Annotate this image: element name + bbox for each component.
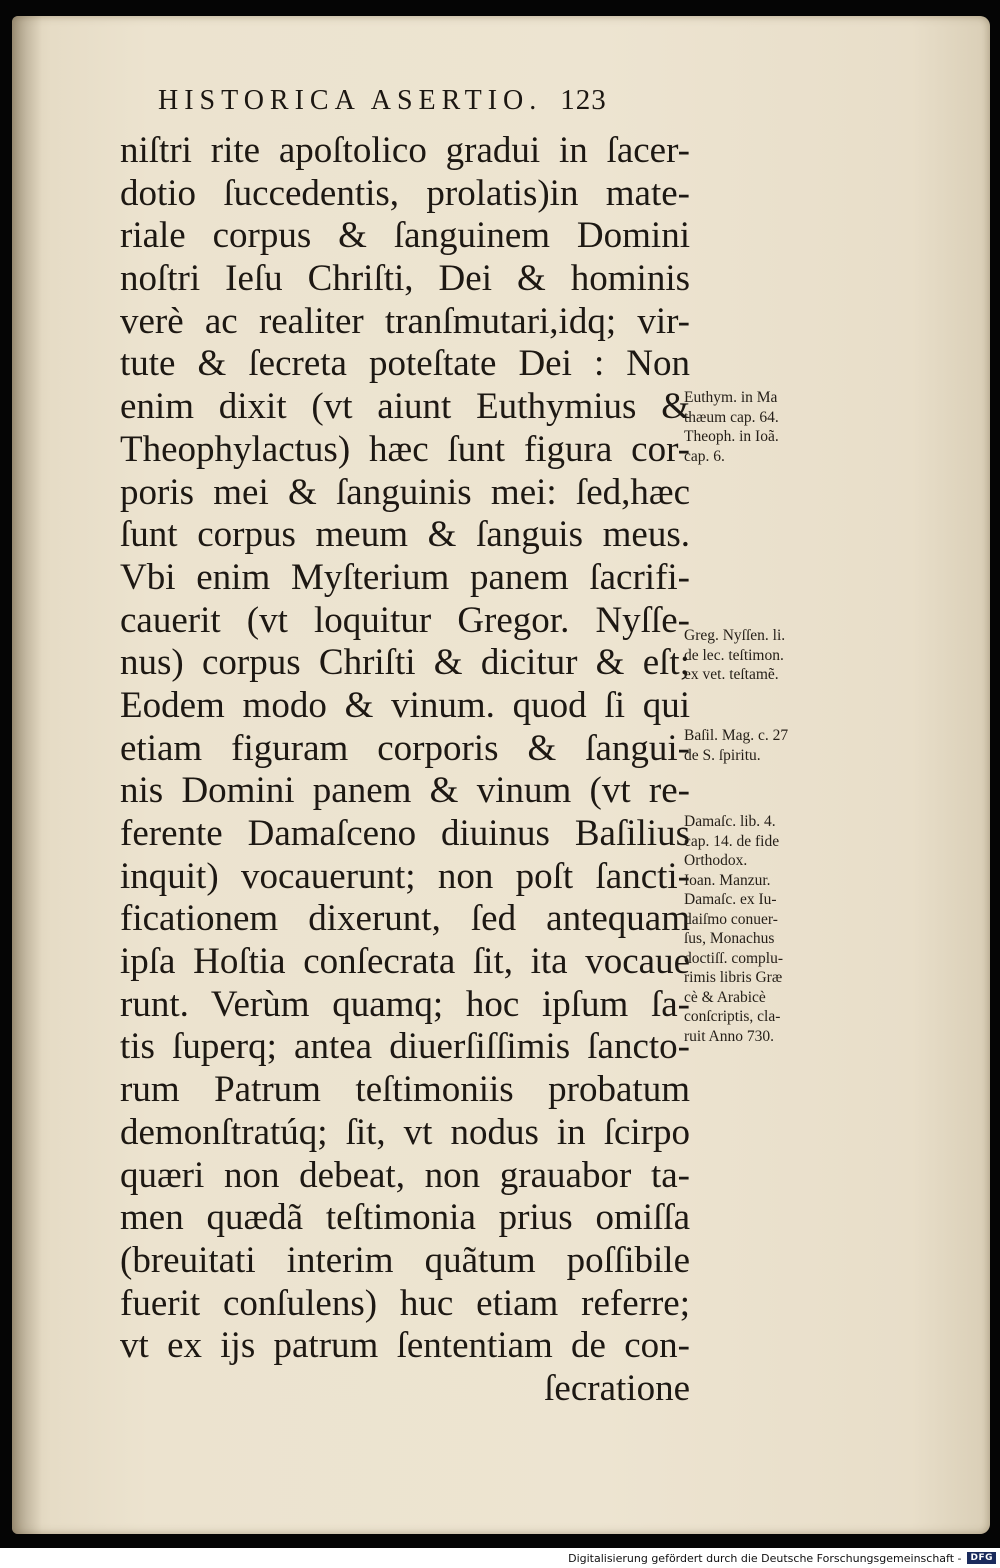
marginal-note-line: rimis libris Græ <box>684 969 783 986</box>
marginal-note-line: ruit Anno 730. <box>684 1027 774 1045</box>
text-line: ſecratione <box>544 1367 690 1409</box>
marginal-note-line: Greg. Nyſſen. li. <box>684 627 786 644</box>
text-line: verè ac realiter tranſmutari,idq; vir- <box>120 300 690 342</box>
text-line: ferente Damaſceno diuinus Baſilius <box>120 813 690 854</box>
text-line: etiam figuram corporis & ſangui- <box>120 727 690 769</box>
marginal-note-line: cap. 14. de fide <box>684 832 780 850</box>
text-line: fuerit conſulens) huc etiam referre; <box>120 1282 690 1324</box>
text-line: quæri non debeat, non grauabor ta- <box>120 1154 690 1196</box>
marginal-note <box>684 388 830 466</box>
body-text <box>120 130 690 1411</box>
text-line: Eodem modo & vinum. quod ſi qui <box>120 684 690 726</box>
funding-credit: Digitalisierung gefördert durch die Deutsche Forschungsgemeinschaft - <box>568 1551 962 1565</box>
text-line: ipſa Hoſtia conſecrata ſit, ita vocaue <box>120 941 690 983</box>
marginal-note-line: doctiſſ. complu- <box>684 949 784 967</box>
page-number: 123 <box>560 84 607 116</box>
gutter-shadow <box>12 16 42 1534</box>
text-line: niſtri rite apoſtolico gradui in ſacer- <box>120 130 690 171</box>
text-line: tute & ſecreta poteſtate Dei : Non <box>120 343 690 385</box>
marginal-note-line: cap. 6. <box>684 447 725 465</box>
marginal-note <box>684 626 830 685</box>
text-line: vt ex ijs patrum ſententiam de con- <box>120 1325 690 1367</box>
text-line: riale corpus & ſanguinem Domini <box>120 215 690 257</box>
marginal-note-line: Damaſc. ex Iu- <box>684 891 777 908</box>
marginal-note <box>684 726 830 765</box>
marginal-note-line: Ioan. Manzur. <box>684 871 771 889</box>
marginal-note-line: de lec. teſtimon. <box>684 646 784 664</box>
marginal-note-line: thæum cap. 64. <box>684 408 779 426</box>
text-line: men quædã teſtimonia prius omiſſa <box>120 1197 690 1239</box>
text-line: rum Patrum teſtimoniis probatum <box>120 1069 690 1111</box>
text-line: enim dixit (vt aiunt Euthymius & <box>120 386 690 428</box>
text-line: nis Domini panem & vinum (vt re- <box>120 770 690 812</box>
text-line: (breuitati interim quãtum poſſibile <box>120 1239 690 1281</box>
text-line: ſunt corpus meum & ſanguis meus. <box>120 514 690 556</box>
text-line: runt. Verùm quamq; hoc ipſum ſa- <box>120 983 690 1025</box>
marginal-note-line: Orthodox. <box>684 852 748 869</box>
text-line: demonſtratúq; ſit, vt nodus in ſcirpo <box>120 1111 690 1153</box>
text-line: inquit) vocauerunt; non poſt ſancti- <box>120 855 690 897</box>
text-line: noſtri Ieſu Chriſti, Dei & hominis <box>120 258 690 300</box>
marginal-note-line: cè & Arabicè <box>684 988 766 1006</box>
marginal-note-line: ex vet. teſtamẽ. <box>684 666 779 683</box>
marginal-note-line: Damaſc. lib. 4. <box>684 813 776 830</box>
text-line: ficationem dixerunt, ſed antequam <box>120 898 690 940</box>
running-title: HISTORICA ASERTIO. <box>158 85 543 116</box>
text-line: tis ſuperq; antea diuerſiſſimis ſancto- <box>120 1026 690 1068</box>
text-line: Theophylactus) hæc ſunt figura cor- <box>120 428 690 470</box>
text-line: cauerit (vt loquitur Gregor. Nyſſe- <box>120 599 690 641</box>
running-head <box>158 84 698 126</box>
marginal-note-line: Baſil. Mag. c. 27 <box>684 727 789 744</box>
text-line: dotio ſuccedentis, prolatis)in mate- <box>120 172 690 214</box>
marginal-note-line: conſcriptis, cla- <box>684 1008 781 1025</box>
marginal-note-line: Euthym. in Ma <box>684 389 778 406</box>
marginal-note <box>684 812 830 1046</box>
text-line: nus) corpus Chriſti & dicitur & eſt; <box>120 642 690 684</box>
marginal-note-line: daiſmo conuer- <box>684 910 778 928</box>
marginal-note-line: ſus, Monachus <box>684 930 775 947</box>
dfg-logo: DFG <box>967 1552 996 1564</box>
marginal-note-line: de S. ſpiritu. <box>684 746 761 764</box>
text-line: Vbi enim Myſterium panem ſacrifi- <box>120 556 690 598</box>
marginal-note-line: Theoph. in Ioã. <box>684 428 779 445</box>
text-line: poris mei & ſanguinis mei: ſed,hæc <box>120 471 690 513</box>
footer-bar <box>0 1548 1000 1568</box>
